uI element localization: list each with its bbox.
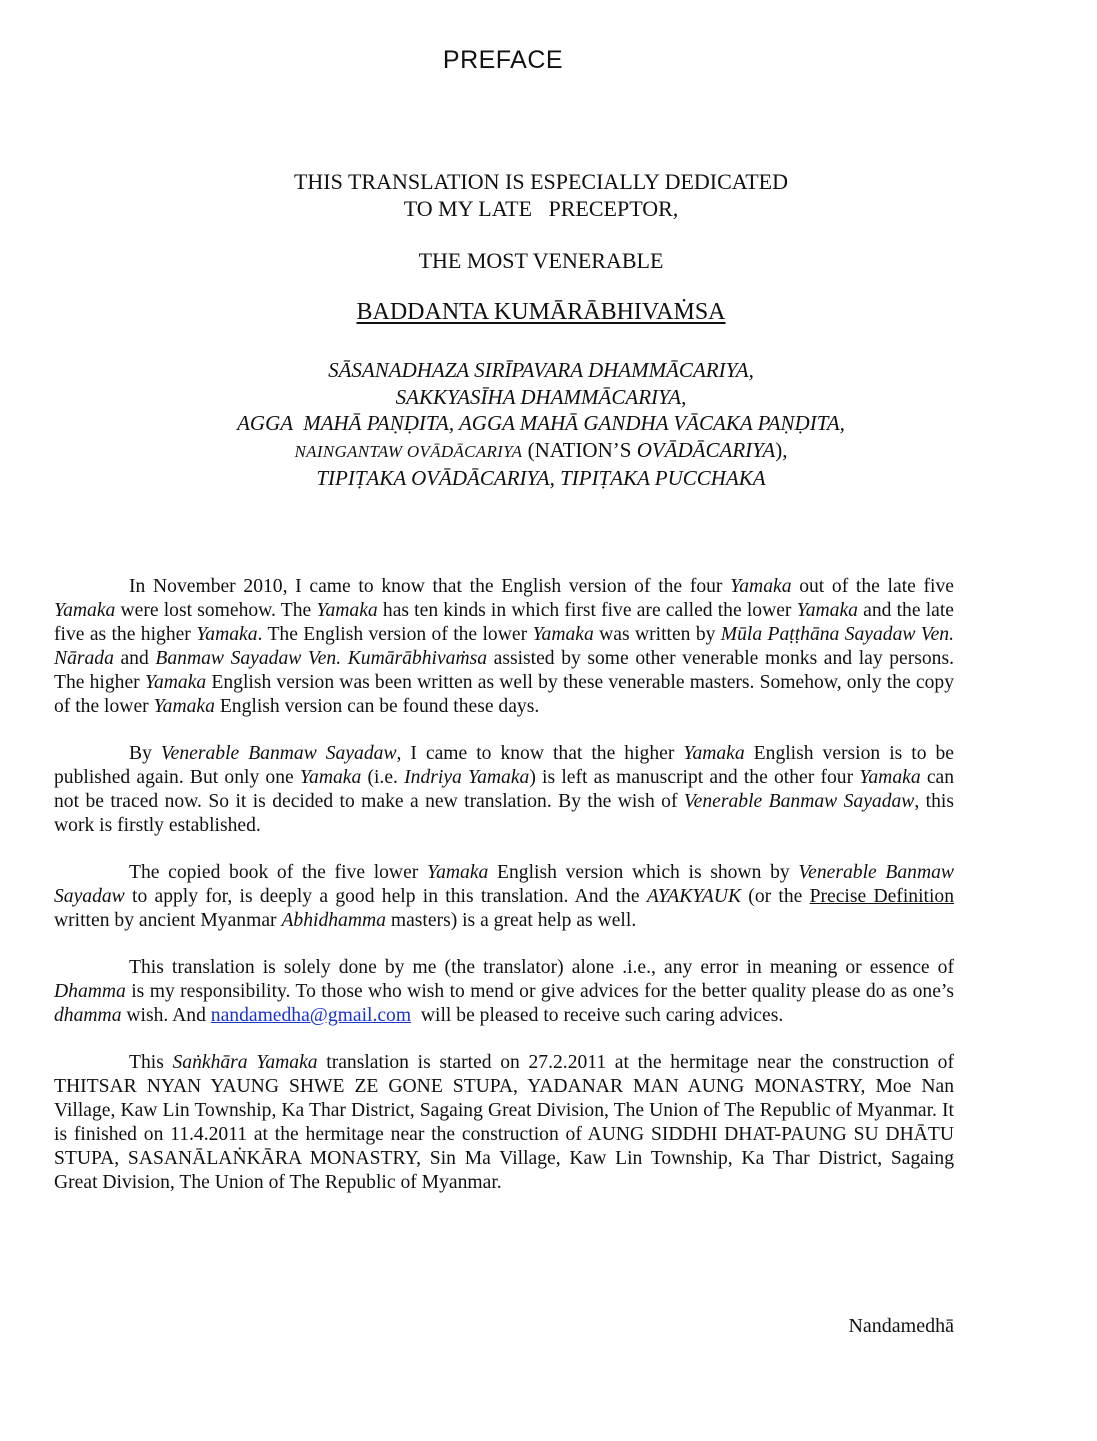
paragraph-3: The copied book of the five lower Yamaka English version which is shown by Venerable Banmaw Sayadaw to apply for, is deeply a good help in this translation. And the AYAKYAUK (or the Precise Definition written by ancient Myanmar Abhidhamma masters) is a great help as well. — [54, 862, 954, 931]
dedication-line-3: THE MOST VENERABLE — [418, 248, 664, 273]
preface-body — [54, 575, 954, 1218]
preceptor-name: BADDANTA KUMĀRĀBHIVAṀSA — [356, 299, 726, 325]
paragraph-5: This Saṅkhāra Yamaka translation is started on 27.2.2011 at the hermitage near the construction of THITSAR NYAN YAUNG SHWE ZE GONE STUPA, YADANAR MAN AUNG MONASTRY, Moe Nan Village, Kaw Lin Township, Ka Thar District, Sagaing Great Division, The Union of The Republic of Myanmar. It is finished on 11.4.2011 at the hermitage near the construction of AUNG SIDDHI DHAT-PAUNG SU DHĀTU STUPA, SASANĀLAṄKĀRA MONASTRY, Sin Ma Village, Kaw Lin Township, Ka Thar District, Sagaing Great Division, The Union of The Republic of Myanmar. — [54, 1052, 955, 1193]
honorific-4d: ), — [775, 437, 788, 462]
honorific-line-5: TIPIṬAKA OVĀDĀCARIYA, TIPIṬAKA PUCCHAKA — [316, 466, 766, 490]
paragraph-1: In November 2010, I came to know that the English version of the four Yamaka out of the late five Yamaka were lost somehow. The Yamaka has ten kinds in which first five are called the lower Yamaka and the late five as the higher Yamaka. The English version of the lower Yamaka was written by Mūla Paṭṭhāna Sayadaw Ven. Nārada and Banmaw Sayadaw Ven. Kumārābhivaṁsa assisted by some other venerable monks and lay persons. The higher Yamaka English version was been written as well by these venerable masters. Somehow, only the copy of the lower Yamaka English version can be found these days. — [54, 576, 954, 717]
paragraph-2: By Venerable Banmaw Sayadaw, I came to know that the higher Yamaka English version is to be published again. But only one Yamaka (i.e. Indriya Yamaka) is left as manuscript and the other four Yamaka can not be traced now. So it is decided to make a new translation. By the wish of Venerable Banmaw Sayadaw, this work is firstly established. — [54, 743, 955, 836]
paragraph-4: This translation is solely done by me (the translator) alone .i.e., any error in meaning or essence of Dhamma is my responsibility. To those who wish to mend or give advices for the better quality please do as one’s dhamma wish. And nandamedha@gmail.com will be pleased to receive such caring advices. — [54, 957, 954, 1026]
honorific-line-1: SĀSANADHAZA SIRĪPAVARA DHAMMĀCARIYA, — [328, 358, 754, 382]
signature: Nandamedhā — [848, 1315, 954, 1337]
honorific-4c: OVĀDĀCARIYA — [636, 437, 776, 462]
dedication-line-1: THIS TRANSLATION IS ESPECIALLY DEDICATED — [293, 169, 788, 194]
honorific-line-3: AGGA MAHĀ PAṆḌITA, AGGA MAHĀ GANDHA VĀCAKA PAṆḌITA, — [237, 411, 845, 435]
honorific-line-2: SAKKYASĪHA DHAMMĀCARIYA, — [395, 384, 687, 409]
dedication — [0, 168, 1082, 222]
precise-definition: Precise Definition — [809, 886, 954, 907]
honorifics — [0, 357, 1082, 492]
honorific-4a: NAINGANTAW OVĀDĀCARIYA — [294, 441, 523, 461]
dedication-line-2: TO MY LATE PRECEPTOR, — [403, 196, 679, 221]
page-title: PREFACE — [442, 46, 564, 74]
honorific-line-4 — [0, 437, 1082, 466]
honorific-4b: (NATION’S — [522, 437, 637, 462]
email-link[interactable]: nandamedha@gmail.com — [210, 1005, 412, 1026]
